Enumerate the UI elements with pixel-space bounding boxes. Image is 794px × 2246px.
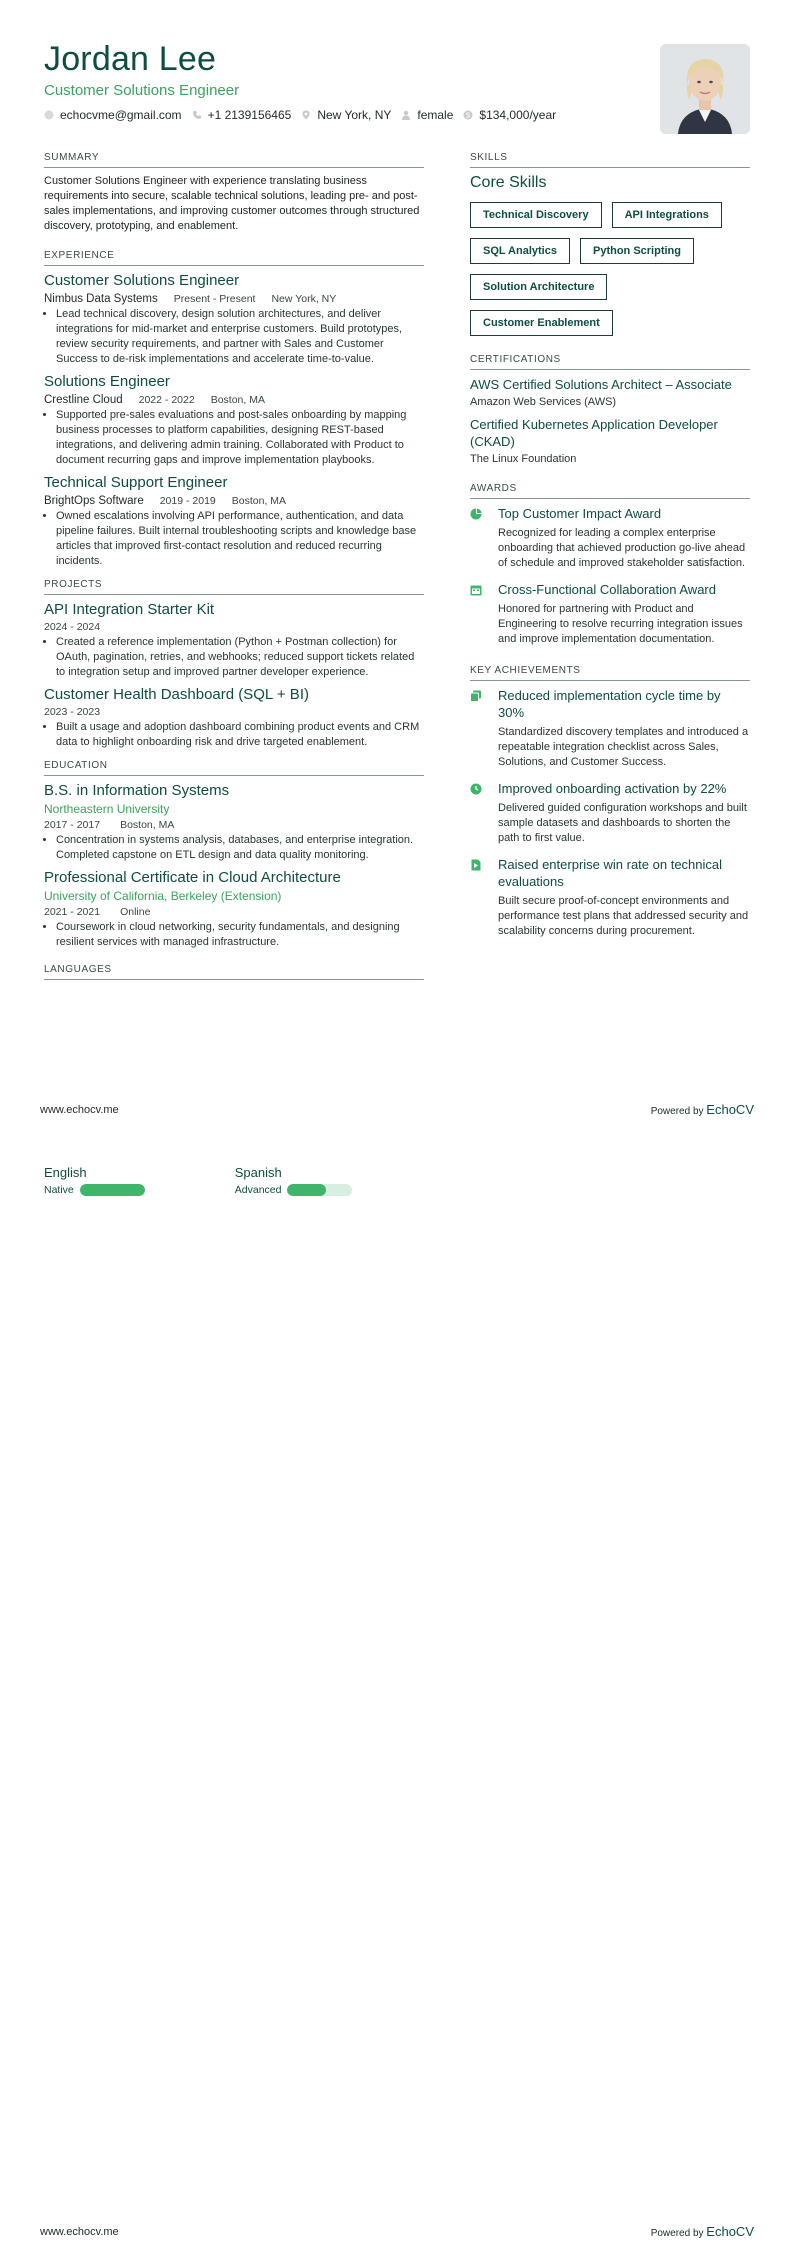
language-level: Native [44, 1184, 74, 1196]
project-bullets [44, 635, 424, 680]
experience-heading: EXPERIENCE [44, 250, 424, 266]
certification-name: AWS Certified Solutions Architect – Associate [470, 377, 732, 392]
degree-title: Professional Certificate in Cloud Architecture [44, 869, 341, 886]
language-item [44, 1165, 145, 1196]
skill-tag: Solution Architecture [470, 274, 607, 300]
achievement-title: Reduced implementation cycle time by 30% [498, 688, 721, 720]
degree-title: B.S. in Information Systems [44, 782, 230, 799]
award-description: Honored for partnering with Product and Engineering to resolve recurring integration issues and improve implementation documentation. [498, 603, 743, 645]
location-text: New York, NY [317, 108, 392, 122]
achievement-description: Built secure proof-of-concept environments and performance test plans that addressed security and scalability concerns during procurement. [498, 895, 749, 937]
achievements-heading: KEY ACHIEVEMENTS [470, 665, 750, 681]
education-meta [44, 906, 424, 918]
project-bullet: • Created a reference implementation (Python + Postman collection) for OAuth, pagination, retries, and webhooks; reduced support tickets related to integration setup and improved partner developer experience. [56, 635, 424, 680]
job-dates: 2022 - 2022 [138, 394, 195, 406]
project-title: Customer Health Dashboard (SQL + BI) [44, 686, 309, 703]
echocv-brand: EchoCV [706, 1102, 754, 1117]
skill-tag: Customer Enablement [470, 310, 613, 336]
clock-icon [470, 780, 488, 846]
certification-item [470, 416, 750, 465]
education-bullets [44, 920, 424, 950]
echocv-brand: EchoCV [706, 2224, 754, 2239]
job-dates: 2019 - 2019 [159, 495, 216, 507]
language-name: English [44, 1165, 87, 1180]
job-title: Technical Support Engineer [44, 474, 228, 491]
education-meta [44, 819, 424, 831]
education-bullet: • Coursework in cloud networking, security fundamentals, and designing resilient services with managed infrastructure. [56, 920, 424, 950]
proficiency-fill [80, 1184, 145, 1196]
skill-tag: API Integrations [612, 202, 722, 228]
language-item [235, 1165, 353, 1196]
achievement-item [470, 856, 750, 939]
school-name: University of California, Berkeley (Extension) [44, 889, 282, 903]
copy-icon [470, 687, 488, 770]
language-level: Advanced [234, 1184, 282, 1196]
language-proficiency-row [44, 1184, 145, 1196]
job-location: Boston, MA [210, 394, 265, 406]
achievement-title: Raised enterprise win rate on technical evaluations [498, 857, 723, 889]
awards-heading: AWARDS [470, 483, 750, 499]
gender-text: female [417, 108, 454, 122]
achievement-item [470, 687, 750, 770]
footer-site-link-bottom[interactable]: www.echocv.me [40, 2226, 119, 2238]
profile-photo [660, 44, 750, 134]
contact-phone[interactable] [192, 108, 292, 122]
project-title: API Integration Starter Kit [44, 601, 215, 618]
languages-list [44, 1165, 352, 1196]
award-item [470, 505, 750, 571]
project-bullet: • Built a usage and adoption dashboard combining product events and CRM data to highlight onboarding risk and drive targeted enablement. [56, 720, 424, 750]
skills-heading: SKILLS [470, 152, 750, 168]
pie-chart-icon [470, 505, 488, 571]
job-meta [44, 394, 424, 406]
footer-powered-by [651, 1102, 754, 1117]
education-location: Boston, MA [120, 819, 175, 831]
project-dates: 2023 - 2023 [44, 706, 101, 718]
contact-location [301, 108, 391, 122]
award-description: Recognized for leading a complex enterprise onboarding that achieved production go-live ahead of schedule and improved stakeholder satisfaction. [498, 527, 746, 569]
education-bullet: • Concentration in systems analysis, databases, and enterprise integration. Completed capstone on ETL design and data quality monitoring. [56, 833, 424, 863]
email-icon [44, 110, 54, 120]
salary-text: $134,000/year [479, 108, 557, 122]
language-proficiency-bar [287, 1184, 352, 1196]
job-title: Solutions Engineer [44, 373, 170, 390]
person-icon [401, 110, 411, 120]
language-name: Spanish [234, 1165, 282, 1180]
job-bullets [44, 307, 424, 367]
company-name: Crestline Cloud [44, 394, 123, 406]
education-bullets [44, 833, 424, 863]
document-icon [470, 856, 488, 939]
certification-issuer: Amazon Web Services (AWS) [470, 396, 617, 408]
achievement-item [470, 780, 750, 846]
achievement-title: Improved onboarding activation by 22% [498, 781, 727, 796]
certification-item [470, 376, 750, 408]
education-dates: 2017 - 2017 [44, 819, 101, 831]
skill-tag: SQL Analytics [470, 238, 570, 264]
education-item [44, 782, 424, 863]
job-bullets [44, 509, 424, 569]
certifications-heading: CERTIFICATIONS [470, 354, 750, 370]
project-item [44, 686, 424, 750]
contact-salary [463, 108, 556, 122]
candidate-title: Customer Solutions Engineer [44, 82, 240, 99]
experience-item [44, 272, 424, 367]
right-column [470, 152, 750, 949]
job-meta [44, 293, 424, 305]
left-column [44, 152, 424, 986]
project-item [44, 601, 424, 680]
core-skills-title: Core Skills [470, 174, 547, 191]
email-text: echocvme@gmail.com [60, 108, 182, 122]
job-bullet: • Lead technical discovery, design solution architectures, and deliver integrations for mid-market and enterprise customers. Build prototypes, review security requirements, and partner with Sales and Customer Success to de-risk implementations and accelerate time-to-value. [56, 307, 424, 367]
contact-gender [401, 108, 453, 122]
money-icon [463, 110, 473, 120]
footer-powered-by-bottom [651, 2224, 754, 2239]
job-meta [44, 495, 424, 507]
languages-heading: LANGUAGES [44, 964, 424, 980]
skill-tag: Python Scripting [580, 238, 694, 264]
certification-issuer: The Linux Foundation [470, 453, 577, 465]
achievement-description: Delivered guided configuration workshops and built sample datasets and dashboards to shorten the path to first value. [498, 802, 747, 844]
powered-by-text: Powered by [650, 1106, 704, 1117]
footer-site-link[interactable]: www.echocv.me [40, 1104, 119, 1116]
summary-heading: SUMMARY [44, 152, 424, 168]
job-title: Customer Solutions Engineer [44, 272, 240, 289]
calendar-icon [470, 581, 488, 647]
experience-item [44, 474, 424, 569]
education-heading: EDUCATION [44, 760, 424, 776]
experience-item [44, 373, 424, 468]
summary-text: Customer Solutions Engineer with experience translating business requirements into secure, scalable technical solutions, leading pre- and post-sales implementations, and improving customer outcomes through structured discovery, prototyping, and enablement. [44, 175, 420, 232]
svg-text:$: $ [466, 112, 471, 120]
job-location: New York, NY [271, 293, 337, 305]
language-proficiency-row [235, 1184, 353, 1196]
skill-tags [470, 202, 750, 336]
job-bullet: • Supported pre-sales evaluations and post-sales onboarding by mapping business processes to platform capabilities, designing REST-based integrations, and delivering admin training. Collaborated with Product to document recurring gaps and improve implementation playbooks. [56, 408, 424, 468]
award-title: Cross-Functional Collaboration Award [498, 582, 716, 597]
school-name: Northeastern University [44, 802, 170, 816]
education-dates: 2021 - 2021 [44, 906, 101, 918]
contact-row [44, 108, 556, 122]
company-name: Nimbus Data Systems [44, 293, 158, 305]
job-bullet: • Owned escalations involving API performance, authentication, and data pipeline failures. Built internal troubleshooting scripts and knowledge base articles that improved first-contact resolution and reduced recurring incidents. [56, 509, 424, 569]
education-location: Online [120, 906, 151, 918]
achievement-description: Standardized discovery templates and introduced a repeatable integration checklist across Sales, Solutions, and Customer Success. [498, 726, 749, 768]
proficiency-fill [287, 1184, 326, 1196]
award-title: Top Customer Impact Award [498, 506, 662, 521]
projects-heading: PROJECTS [44, 579, 424, 595]
job-bullets [44, 408, 424, 468]
award-item [470, 581, 750, 647]
contact-email[interactable] [44, 108, 182, 122]
project-bullets [44, 720, 424, 750]
certification-name: Certified Kubernetes Application Developer (CKAD) [470, 417, 718, 449]
project-dates: 2024 - 2024 [44, 621, 101, 633]
company-name: BrightOps Software [44, 495, 144, 507]
job-dates: Present - Present [173, 293, 256, 305]
education-item [44, 869, 424, 950]
language-proficiency-bar [80, 1184, 145, 1196]
powered-by-text: Powered by [650, 2228, 704, 2239]
phone-icon [192, 110, 202, 120]
skill-tag: Technical Discovery [470, 202, 602, 228]
job-location: Boston, MA [231, 495, 287, 507]
location-pin-icon [301, 110, 311, 120]
candidate-name: Jordan Lee [44, 40, 217, 78]
phone-text: +1 2139156465 [207, 108, 292, 122]
